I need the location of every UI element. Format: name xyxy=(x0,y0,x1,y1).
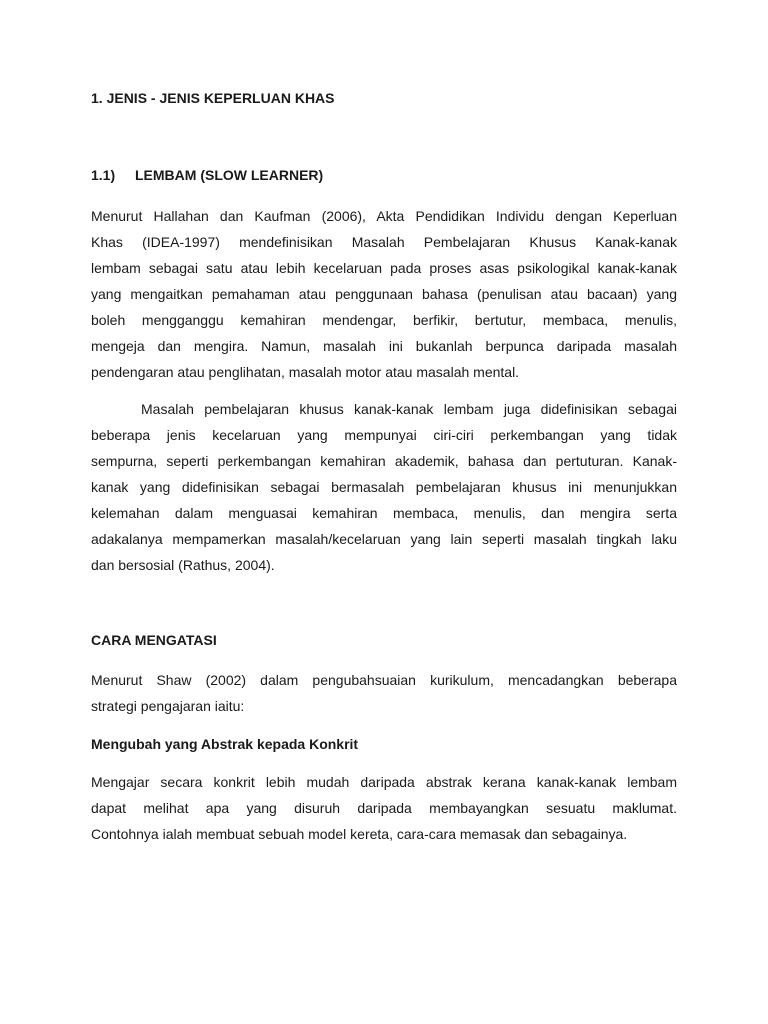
paragraph-concrete-teaching xyxy=(91,769,677,847)
paragraph-line: adakalanya mempamerkan masalah/kecelaruan yang lain seperti masalah tingkah laku xyxy=(91,531,677,547)
paragraph-line: Masalah pembelajaran khusus kanak-kanak lembam juga didefinisikan sebagai xyxy=(141,401,677,417)
paragraph-line: strategi pengajaran iaitu: xyxy=(91,698,245,714)
paragraph-line: kanak yang didefinisikan sebagai bermasalah pembelajaran khusus ini menunjukkan xyxy=(91,479,677,495)
paragraph-line: lembam sebagai satu atau lebih kecelaruan pada proses asas psikologikal kanak-kanak xyxy=(91,260,677,276)
paragraph-line: sempurna, seperti perkembangan kemahiran akademik, bahasa dan pertuturan. Kanak- xyxy=(91,453,677,469)
paragraph-line: Mengajar secara konkrit lebih mudah daripada abstrak kerana kanak-kanak lembam xyxy=(91,774,677,790)
paragraph-line: dan bersosial (Rathus, 2004). xyxy=(91,557,275,573)
paragraph-line: dapat melihat apa yang disuruh daripada membayangkan sesuatu maklumat. xyxy=(91,800,677,816)
paragraph-characteristics xyxy=(91,396,677,578)
document-heading: 1. JENIS - JENIS KEPERLUAN KHAS xyxy=(91,90,335,106)
section-title: LEMBAM (SLOW LEARNER) xyxy=(135,167,324,183)
paragraph-line: Khas (IDEA-1997) mendefinisikan Masalah Pembelajaran Khusus Kanak-kanak xyxy=(91,234,677,250)
paragraph-definition xyxy=(91,203,677,385)
paragraph-line: kelemahan dalam menguasai kemahiran membaca, menulis, dan mengira serta xyxy=(91,505,677,521)
subheading-abstract-to-concrete: Mengubah yang Abstrak kepada Konkrit xyxy=(91,736,359,752)
paragraph-line: boleh mengganggu kemahiran mendengar, berfikir, bertutur, membaca, menulis, xyxy=(91,312,677,328)
section-heading xyxy=(91,167,323,183)
paragraph-line: pendengaran atau penglihatan, masalah motor atau masalah mental. xyxy=(91,364,520,380)
paragraph-line: Menurut Hallahan dan Kaufman (2006), Akta Pendidikan Individu dengan Keperluan xyxy=(91,208,677,224)
paragraph-line: mengeja dan mengira. Namun, masalah ini bukanlah berpunca daripada masalah xyxy=(91,338,677,354)
paragraph-line: beberapa jenis kecelaruan yang mempunyai ciri-ciri perkembangan yang tidak xyxy=(91,427,677,443)
section-number: 1.1) xyxy=(91,167,116,183)
paragraph-line: yang mengaitkan pemahaman atau penggunaan bahasa (penulisan atau bacaan) yang xyxy=(91,286,677,302)
paragraph-line: Menurut Shaw (2002) dalam pengubahsuaian kurikulum, mencadangkan beberapa xyxy=(91,672,677,688)
section-heading-cara-mengatasi: CARA MENGATASI xyxy=(91,632,217,648)
paragraph-line: Contohnya ialah membuat sebuah model kereta, cara-cara memasak dan sebagainya. xyxy=(91,826,628,842)
paragraph-strategies-intro xyxy=(91,667,677,719)
